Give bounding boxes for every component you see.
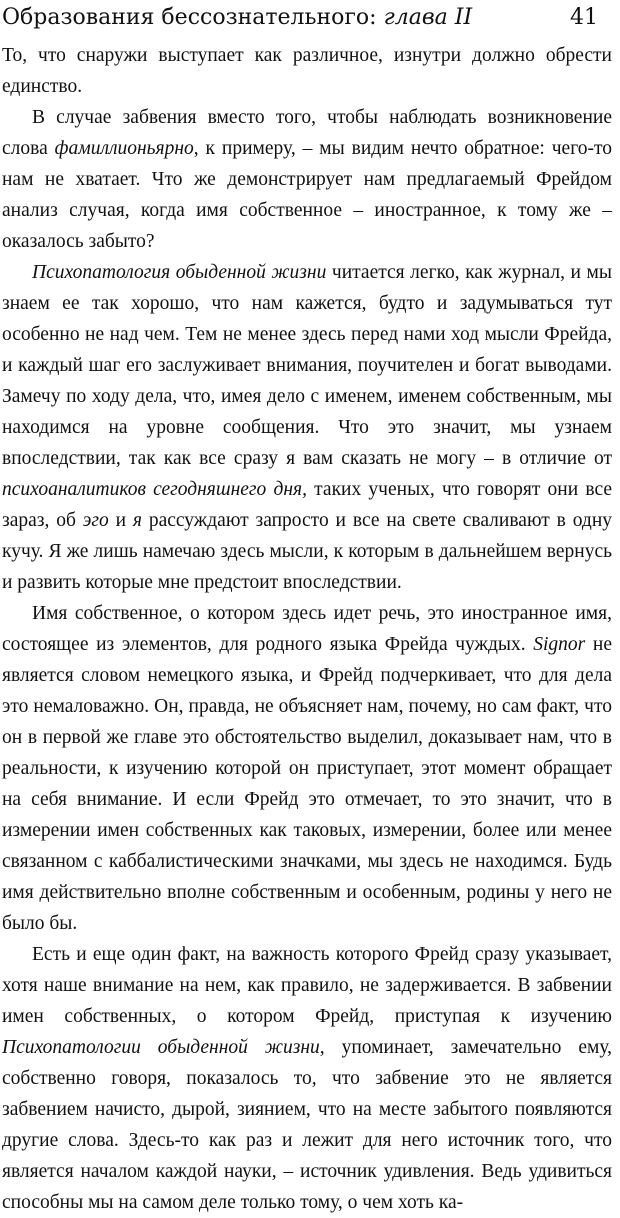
text-run: То, что снаружи выступает как различное, изнутри должно обрести единство. xyxy=(2,45,612,97)
paragraph xyxy=(2,939,612,1218)
text-run: рассуждают запросто и все на свете сваливают в одну кучу. Я же лишь намечаю здесь мысли, к которым в дальнейшем вернусь и развить которые мне предстоит впоследствии. xyxy=(2,510,613,593)
chapter-title-italic: глава II xyxy=(383,5,473,30)
italic-text: я xyxy=(132,510,142,531)
chapter-title-plain: Образования бессознательного: xyxy=(2,5,384,30)
paragraph xyxy=(2,257,612,598)
chapter-title xyxy=(2,4,472,32)
page-number: 41 xyxy=(570,5,598,30)
italic-text: Signor xyxy=(533,634,586,655)
italic-text: Психопатологии обыденной жизни xyxy=(2,1037,320,1058)
text-run: Есть и еще один факт, на важность которого Фрейд сразу указывает, хотя наше внимание на нем, как правило, не задерживается. В забвении имен собственных, о котором Фрейд, приступая к изучению xyxy=(2,944,612,1027)
text-run: и xyxy=(108,510,133,531)
italic-text: Психопатология обыденной жизни xyxy=(32,262,327,283)
italic-text: фамиллионьярно xyxy=(54,138,194,159)
italic-text: психоаналитиков сегодняшнего дня, xyxy=(2,479,307,500)
text-run: Имя собственное, о котором здесь идет речь, это иностранное имя, состоящее из элементов, для родного языка Фрейда чуждых. xyxy=(2,603,612,655)
text-run: , к примеру, – мы видим нечто обратное: чего-то нам не хватает. Что же демонстрирует нам предлагаемый Фрейдом анализ случая, когда имя собственное – иностранное, к тому же – оказалось забыто? xyxy=(2,138,612,252)
paragraph xyxy=(2,40,612,102)
text-run: , упоминает, замечательно ему, собственно говоря, показалось то, что забвение это не является забвением начисто, дырой, зиянием, что на месте забытого появляются другие слова. Здесь-то как раз и лежит для него источник того, что является началом каждой науки, – источник удивления. Ведь удивиться способны мы на самом деле только тому, о чем хоть ка- xyxy=(2,1037,612,1213)
paragraph xyxy=(2,598,612,939)
text-run: таких ученых, что говорят они все зараз, об xyxy=(2,479,612,531)
italic-text: эго xyxy=(82,510,109,531)
text-run: В случае забвения вместо того, чтобы наблюдать возникновение слова xyxy=(2,107,612,159)
body-text xyxy=(2,40,612,1218)
paragraph xyxy=(2,102,612,257)
text-run: читается легко, как журнал, и мы знаем ее так хорошо, что нам кажется, будто и задумываться тут особенно не над чем. Тем не менее здесь перед нами ход мысли Фрейда, и каждый шаг его заслуживает внимания, поучителен и богат выводами. Замечу по ходу дела, что, имея дело с именем, именем собственным, мы находимся на уровне сообщения. Что это значит, мы узнаем впоследствии, так как все сразу я вам сказать не могу – в отличие от xyxy=(2,262,612,469)
running-header xyxy=(2,4,612,32)
text-run: не является словом немецкого языка, и Фрейд подчеркивает, что для дела это немаловажно. Он, правда, не объясняет нам, почему, но сам факт, что он в первой же главе это обстоятельство выделил, доказывает нам, что в реальности, к изучению которой он приступает, этот момент обращает на себя внимание. И если Фрейд это отмечает, то это значит, что в измерении имен собственных как таковых, измерении, более или менее связанном с каббалистическими значками, мы здесь не находимся. Будь имя действительно вполне собственным и особенным, родины у него не было бы. xyxy=(2,634,612,934)
